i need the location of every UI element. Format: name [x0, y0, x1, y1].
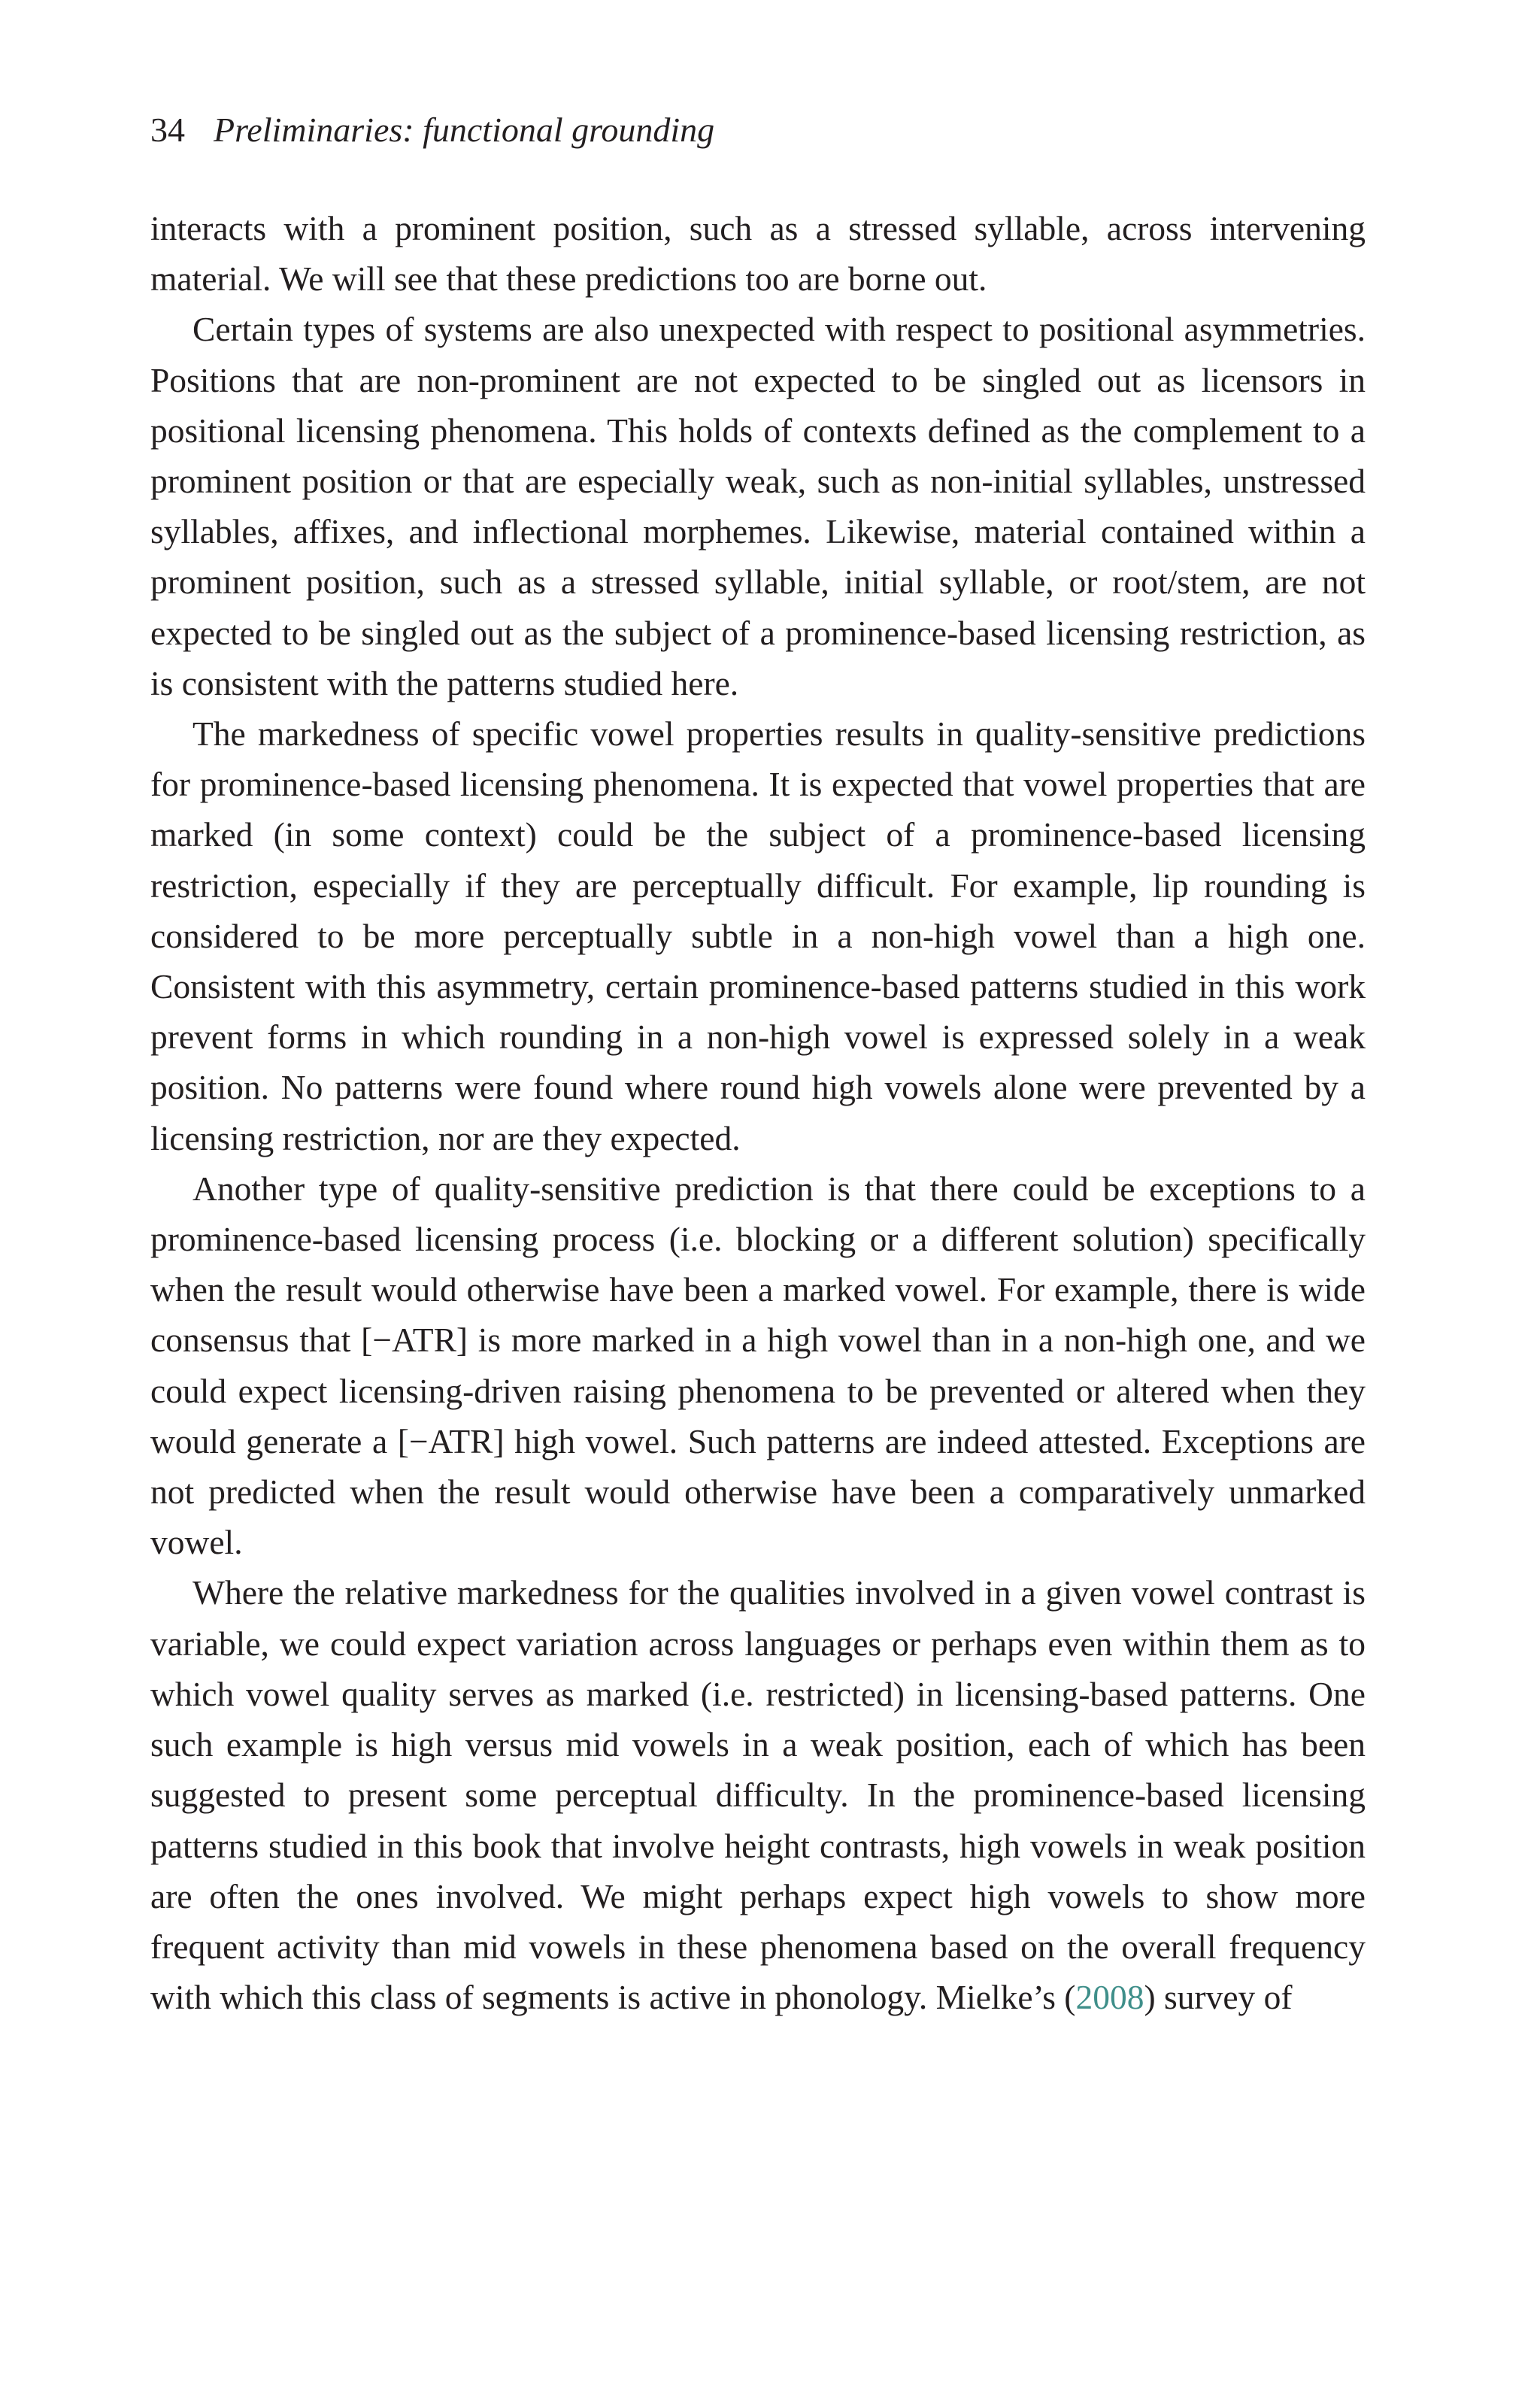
running-head	[150, 113, 1366, 147]
paragraph-variable-markedness	[150, 1567, 1366, 2022]
paragraph-positional-asymmetries: Certain types of systems are also unexpected with respect to positional asymmetries. Positions that are non-prominent are not expected to be singled out as licensors in positional licensing phenomena. This holds of contexts defined as the complement to a prominent position or that are especially weak, such as non-initial syllables, unstressed syllables, affixes, and inflectional morphemes. Likewise, material contained within a prominent position, such as a stressed syllable, initial syllable, or root/stem, are not expected to be singled out as the subject of a prominence-based licensing restriction, as is consistent with the patterns studied here.	[150, 310, 1366, 702]
paragraph-text-before-citation: Where the relative markedness for the qualities involved in a given vowel contrast is variable, we could expect variation across languages or perhaps even within them as to which vowel quality serves as marked (i.e. restricted) in licensing-based patterns. One such example is high versus mid vowels in a weak position, each of which has been suggested to present some perceptual difficulty. In the prominence-based licensing patterns studied in this book that involve height contrasts, high vowels in weak position are often the ones involved. We might perhaps expect high vowels to show more frequent activity than mid vowels in these phenomena based on the overall frequency with which this class of segments is active in phonology. Mielke’s (	[150, 1573, 1366, 2017]
running-title: Preliminaries: functional grounding	[214, 111, 715, 149]
citation-link[interactable]: 2008	[1075, 1978, 1144, 2017]
book-page	[150, 113, 1366, 2022]
page-number: 34	[150, 111, 185, 149]
paragraph-continued: interacts with a prominent position, such as a stressed syllable, across intervening material. We will see that these predictions too are borne out.	[150, 209, 1366, 299]
paragraph-quality-sensitive-exceptions: Another type of quality-sensitive prediction is that there could be exceptions to a prominence-based licensing process (i.e. blocking or a different solution) specifically when the result would otherwise have been a marked vowel. For example, there is wide consensus that [−ATR] is more marked in a high vowel than in a non-high one, and we could expect licensing-driven raising phenomena to be prevented or altered when they would generate a [−ATR] high vowel. Such patterns are indeed attested. Exceptions are not predicted when the result would otherwise have been a comparatively unmarked vowel.	[150, 1169, 1366, 1562]
body-text	[150, 203, 1366, 2022]
paragraph-vowel-markedness: The markedness of specific vowel properties results in quality-sensitive predictions for prominence-based licensing phenomena. It is expected that vowel properties that are marked (in some context) could be the subject of a prominence-based licensing restriction, especially if they are perceptually difficult. For example, lip rounding is considered to be more perceptually subtle in a non-high vowel than a high one. Consistent with this asymmetry, certain prominence-based patterns studied in this work prevent forms in which rounding in a non-high vowel is expressed solely in a weak position. No patterns were found where round high vowels alone were prevented by a licensing restriction, nor are they expected.	[150, 714, 1366, 1157]
paragraph-text-after-citation: ) survey of	[1144, 1978, 1293, 2017]
